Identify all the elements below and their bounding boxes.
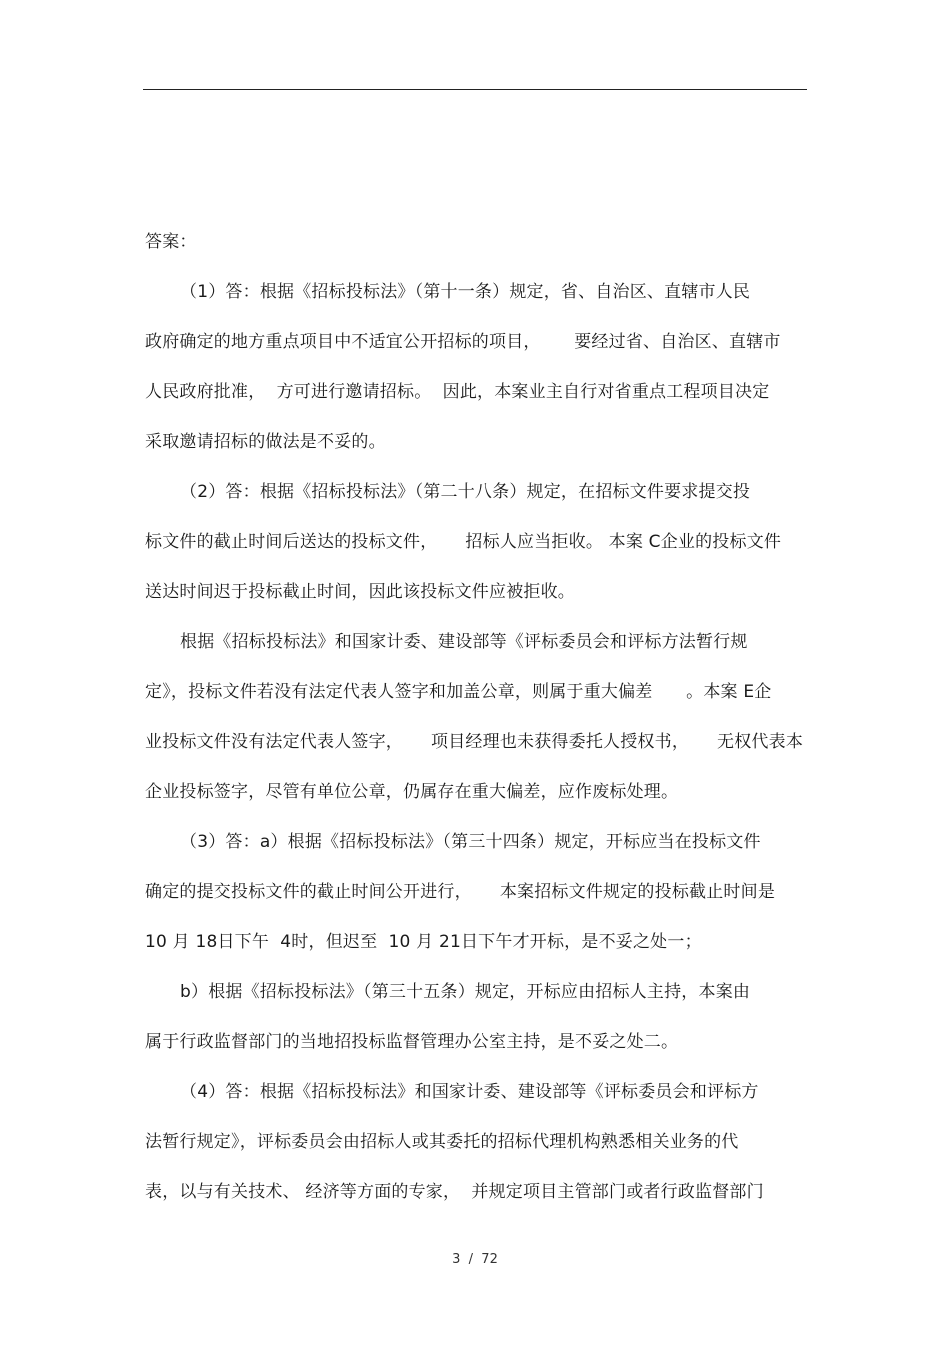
paragraph-line: （4）答：根据《招标投标法》和国家计委、建设部等《评标委员会和评标方 — [180, 1082, 759, 1102]
paragraph-line: （1）答：根据《招标投标法》（第十一条）规定，省、自治区、直辖市人民 — [180, 282, 751, 302]
page-number: 3 / 72 — [452, 1252, 498, 1267]
paragraph-line: 确定的提交投标文件的截止时间公开进行， 本案招标文件规定的投标截止时间是 — [145, 882, 776, 902]
paragraph-line: 属于行政监督部门的当地招投标监督管理办公室主持，是不妥之处二。 — [145, 1032, 679, 1052]
paragraph-line: 法暂行规定》，评标委员会由招标人或其委托的招标代理机构熟悉相关业务的代 — [145, 1132, 739, 1152]
paragraph-line: （2）答：根据《招标投标法》（第二十八条）规定，在招标文件要求提交投 — [180, 482, 751, 502]
paragraph-line: 根据《招标投标法》和国家计委、建设部等《评标委员会和评标方法暂行规 — [180, 632, 748, 652]
paragraph-line: 企业投标签字，尽管有单位公章，仍属存在重大偏差，应作废标处理。 — [145, 782, 679, 802]
paragraph-line: （3）答：a）根据《招标投标法》（第三十四条）规定，开标应当在投标文件 — [180, 832, 761, 852]
paragraph-line: 定》，投标文件若没有法定代表人签字和加盖公章，则属于重大偏差 。本案 E企 — [145, 682, 772, 702]
paragraph-line: 标文件的截止时间后送达的投标文件， 招标人应当拒收。 本案 C企业的投标文件 — [145, 532, 782, 552]
paragraph-line: b）根据《招标投标法》（第三十五条）规定，开标应由招标人主持，本案由 — [180, 982, 751, 1002]
answer-heading: 答案： — [145, 232, 197, 252]
paragraph-line: 10 月 18日下午 4时，但迟至 10 月 21日下午才开标，是不妥之处一； — [145, 932, 702, 952]
paragraph-line: 政府确定的地方重点项目中不适宜公开招标的项目， 要经过省、自治区、直辖市 — [145, 332, 781, 352]
header-rule — [143, 89, 807, 90]
paragraph-line: 表，以与有关技术、 经济等方面的专家， 并规定项目主管部门或者行政监督部门 — [145, 1182, 764, 1202]
paragraph-line: 送达时间迟于投标截止时间，因此该投标文件应被拒收。 — [145, 582, 575, 602]
paragraph-line: 业投标文件没有法定代表人签字， 项目经理也未获得委托人授权书， 无权代表本 — [145, 732, 804, 752]
paragraph-line: 采取邀请招标的做法是不妥的。 — [145, 432, 386, 452]
paragraph-line: 人民政府批准， 方可进行邀请招标。 因此，本案业主自行对省重点工程项目决定 — [145, 382, 770, 402]
